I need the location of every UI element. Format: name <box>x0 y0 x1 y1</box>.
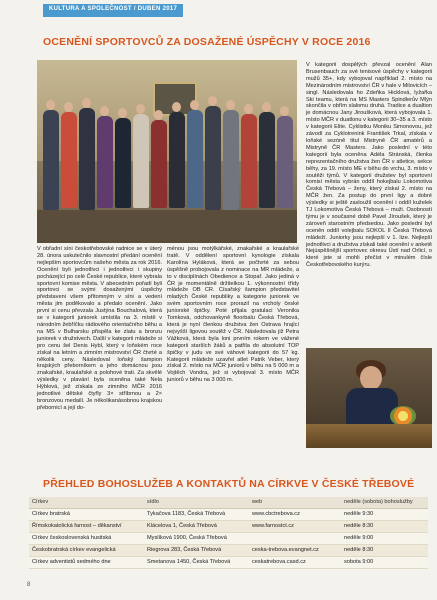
table-row <box>29 520 428 532</box>
page-number: 8 <box>27 582 31 588</box>
church-table <box>29 497 428 569</box>
speaker-head <box>360 366 382 390</box>
church-section-title: PŘEHLED BOHOSLUŽEB A KONTAKTŮ NA CÍRKVE V ČESKÉ TŘEBOVÉ <box>43 478 415 490</box>
person-head <box>136 104 145 114</box>
table-cell: Českobratrská církev evangelická <box>29 544 144 556</box>
speaker-photo <box>306 348 432 448</box>
table-cell: ceska-trebova.evangnet.cz <box>249 544 341 556</box>
table-cell: neděle 8:30 <box>341 544 428 556</box>
person-head <box>118 108 127 118</box>
table-cell <box>249 532 341 544</box>
table-row <box>29 532 428 544</box>
article-column-3: V kategorii dospělých převzal ocenění Alan Brusenbauch za své tenisové úspěchy v kategorii mužů 35+, kdy vybojoval například 2. místo na Mezinárodním mistrovství ČR v hale v Milovicích – singl. Následovala ho Zdeňka Hicklová, lyžařka Ski teamu, která na MS Masters Spindlerův Mlýn skončila v obřím slalomu druhá. Tradice a dualtion je domácnou Jany Jiroušková, která vybojovala 1. místo MČR v duatlonu v kategorii 30–35 a 3. místo v kategorii Elite. Cyklistku Moniku Simonovou, jež závodí za Cyklotrenink František Trkal, získala v loňské sezóně titul Mistryně ČR amatérů a Mistryně ČR Masters. Jako poslední v této kategorii byla oceněna Adéla Stránská, členka reprezentačního družstva žen ČR v atletice, sekce běhy, za 19. místo ME v běhu do vrchu, 3. místo v soutěži týmů. V kategorii družstev byl sportovní komisí města vybrán oddíl hokejbalu Lokomotiva Česká Třebová – ženy, který získal 2. místo na MČR žen. Za postup do první ligy a dobré výsledky si ještě zasloužil ocenění i oddíl kuželek TJ Lokomotiva Česká Třebová – muži. Osobností týmu je v současné době Pavel Jíroušek, který je zároveň starostním předsedou. Jako poslední byl oceněn oddíl volejbalu SOKOL II Česká Třebová mládeží. Juniorky jsou nejlepší v 1. lize. Nejlepší jednotlivci a družstva získali také ocenění v anketě Nejúspěšnější sportovec okresu Ústí nad Orlicí, o které jste si mohli přečíst v minulém čísle Českotřebovského kurýru. <box>306 62 432 269</box>
table-cell: Církev adventistů sedmého dne <box>29 556 144 568</box>
photo-floor <box>37 210 297 243</box>
person <box>115 118 131 208</box>
header-bar <box>0 0 437 17</box>
person-head <box>208 96 217 106</box>
table-cell: neděle 8:30 <box>341 520 428 532</box>
article-column-1: V obřadní síni českotřebovské radnice se v úterý 28. února uskutečnilo slavnostní předání ocenění nejlepším sportovcům našeho města za rok 2016. Ocenění byli jednotlivci i jednotlivci i skupiny pocházející po celé České republice, které vybrala sportovní komise města. V abecedním pořadí byli sportovci se svými dosaženými úspěchy představeni všem přítomným v síni a vedení města jim poděkovalo a předalo ocenění. Jako první si cenu převzala Justýna Bouchalová, která se v kategorii juniorek umístila na 3. místě v národním žebříčku rádiového orientačního běhu a na MS v Bulharsku přispěla ke zlatu a bronzu juniorek v družstvech. Další v kategorii mládeže si pro cenu šel Denis Hybl, který v loňském roce získal na letním a zimním mistrovství ČR čtvrté a několik ceny. Následoval loňský šampion krajských přeborníkem a jeho domácnou jsou znakařské, kraulařské a polohové trati. Za skvělé výsledky v plavání byla oceněna také Nela Hýblová, jež získala ze zimního MČR 2016 jednotlivé dětské čtyřly 3× stříbrnou a 2× bronzovou medailí. Je několikanásobnou krajskou přebornicí a její do- <box>37 246 162 411</box>
group-photo <box>37 60 297 243</box>
person <box>133 114 149 208</box>
table-cell: sobota 9:00 <box>341 556 428 568</box>
person <box>61 112 77 208</box>
table-header: web <box>249 497 341 508</box>
table-cell: Církev československá husitská <box>29 532 144 544</box>
person <box>187 110 203 208</box>
person-head <box>100 106 109 116</box>
table-header: neděle (sobota) bohoslužby <box>341 497 428 508</box>
person-head <box>226 100 235 110</box>
table-cell: Římskokatolická farnost – děkanství <box>29 520 144 532</box>
table-cell: neděle 9:00 <box>341 532 428 544</box>
person-head <box>262 102 271 112</box>
person-head <box>46 100 55 110</box>
table-cell: neděle 9:30 <box>341 508 428 520</box>
person <box>277 116 293 208</box>
person <box>205 106 221 210</box>
article-headline: OCENĚNÍ SPORTOVCŮ ZA DOSAŽENÉ ÚSPĚCHY V ROCE 2016 <box>43 36 371 48</box>
person <box>259 112 275 208</box>
person <box>79 108 95 210</box>
table-header: sídlo <box>144 497 249 508</box>
table-cell: Smetanova 1450, Česká Třebová <box>144 556 249 568</box>
person <box>43 110 59 210</box>
person <box>169 112 185 208</box>
person-head <box>190 100 199 110</box>
table-cell: www.cbctrebova.cz <box>249 508 341 520</box>
table-cell: Klácelova 1, Česká Třebová <box>144 520 249 532</box>
table-cell: ceskatrebova.casd.cz <box>249 556 341 568</box>
table-row <box>29 544 428 556</box>
table-header-row <box>29 497 428 508</box>
table-row <box>29 508 428 520</box>
person-head <box>280 106 289 116</box>
person-head <box>82 98 91 108</box>
article-column-2: ménou jsou motýlkářské, znakařské a kraulařské tratě. V oddělení sportovní kynologie získala Karolína Hyláková, která se počtvrté za sebou úspěšně probojovala z nominace na MR mládeže, a to v disciplínách Obedience a Stopař. Jako jediná v ČR je momentálně držitelkou 1. výkonnostní třídy mládeže OB CR. Císařský šampion představitel mladých České republiky a kategorie juniorek ve svém sportovním roce prorazil na vrcholy české juniorské špičky. Poté přijala gratulaci Veronika Tomková, odchovankyně floorbalu Česká Třebová, která je nyní členkou družstva žen Ostrava hrající nejvyšší ligovou soutěž v ČR. Následovala již Petra Vážková, která byla loni prvním rokem ve vážené kategorii starších žáků a patřila do absolutní TOP špičky v judu ve své váhové kategorii do 57 kg. Kategorii mládeže uzavřel atlet Patrik Veber, který získal 2. místo na MČR juniorů v běhu na 5 000 m a Vojtěch Vondra, jež si vybojoval 3. místo MČR juniorů v běhu na 3 000 m. <box>167 246 299 384</box>
table-cell: Myslíková 1900, Česká Třebová <box>144 532 249 544</box>
table-cell: www.farnostct.cz <box>249 520 341 532</box>
table-header: Církev <box>29 497 144 508</box>
lectern <box>306 424 432 448</box>
person-head <box>154 110 163 120</box>
table-cell: Riegrova 283, Česká Třebová <box>144 544 249 556</box>
person-head <box>172 102 181 112</box>
person-head <box>64 102 73 112</box>
table-row <box>29 556 428 568</box>
person-head <box>244 104 253 114</box>
person <box>97 116 113 208</box>
person <box>223 110 239 210</box>
flowers <box>390 406 416 426</box>
person <box>241 114 257 208</box>
table-cell: Církev bratrská <box>29 508 144 520</box>
table-cell: Tykačova 1183, Česká Třebová <box>144 508 249 520</box>
section-label: KULTURA A SPOLEČNOST / DUBEN 2017 <box>43 4 183 17</box>
person <box>151 120 167 208</box>
